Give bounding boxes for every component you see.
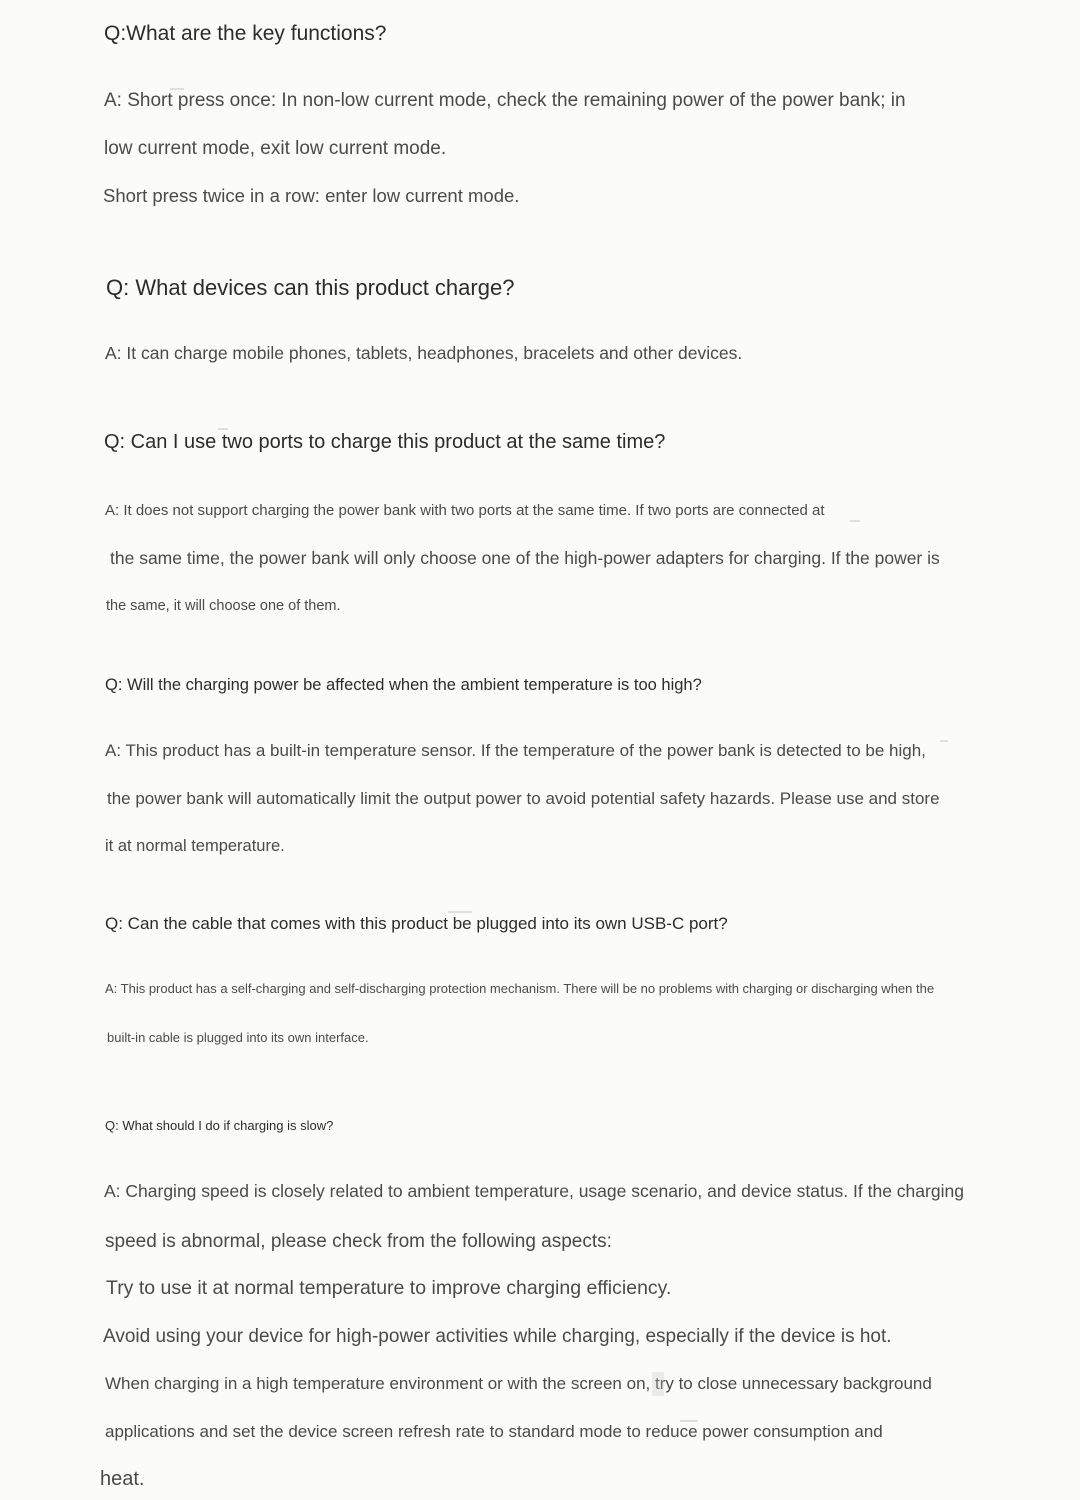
faq-answer-1-line-1: A: Short press once: In non-low current mode, check the remaining power of the power bank; in — [104, 90, 906, 111]
faq-answer-3-line-3: the same, it will choose one of them. — [106, 598, 341, 614]
faq-answer-4-line-1: A: This product has a built-in temperature sensor. If the temperature of the power bank is detected to be high, — [105, 741, 926, 760]
faq-answer-6-line-1: A: Charging speed is closely related to ambient temperature, usage scenario, and device status. If the charging — [104, 1181, 964, 1201]
faq-answer-6-line-4: Avoid using your device for high-power activities while charging, especially if the device is hot. — [103, 1326, 892, 1347]
faq-question-5: Q: Can the cable that comes with this product be plugged into its own USB-C port? — [105, 914, 728, 933]
scan-artifact — [680, 1420, 698, 1422]
scan-artifact — [448, 911, 472, 913]
faq-answer-6-line-5: When charging in a high temperature environment or with the screen on, try to close unnecessary background — [105, 1374, 932, 1393]
faq-question-1: Q:What are the key functions? — [104, 22, 387, 45]
faq-answer-2-line-1: A: It can charge mobile phones, tablets, headphones, bracelets and other devices. — [105, 343, 743, 363]
faq-answer-4-line-2: the power bank will automatically limit the output power to avoid potential safety hazards. Please use and store — [107, 789, 940, 808]
faq-answer-5-line-1: A: This product has a self-charging and self-discharging protection mechanism. There will be no problems with charging or discharging when the — [105, 981, 935, 996]
faq-answer-3-line-2: the same time, the power bank will only choose one of the high-power adapters for charging. If the power is — [110, 548, 940, 568]
faq-answer-6-line-7: heat. — [100, 1468, 145, 1490]
faq-answer-1-line-3: Short press twice in a row: enter low current mode. — [103, 185, 520, 206]
faq-answer-5-line-2: built-in cable is plugged into its own interface. — [107, 1030, 369, 1045]
scan-artifact — [940, 740, 948, 742]
faq-answer-4-line-3: it at normal temperature. — [105, 837, 285, 855]
faq-question-2: Q: What devices can this product charge? — [106, 275, 515, 300]
scan-artifact — [170, 88, 184, 90]
scan-artifact — [652, 1372, 664, 1396]
faq-question-3: Q: Can I use two ports to charge this product at the same time? — [104, 431, 666, 453]
scan-artifact — [218, 428, 228, 430]
faq-answer-3-line-1: A: It does not support charging the power bank with two ports at the same time. If two ports are connected at — [105, 502, 825, 519]
scan-artifact — [850, 520, 860, 522]
faq-answer-6-line-6: applications and set the device screen refresh rate to standard mode to reduce power consumption and — [105, 1422, 883, 1441]
faq-question-6: Q: What should I do if charging is slow? — [105, 1118, 334, 1133]
faq-answer-1-line-2: low current mode, exit low current mode. — [104, 138, 447, 159]
faq-answer-6-line-3: Try to use it at normal temperature to improve charging efficiency. — [106, 1277, 672, 1299]
faq-answer-6-line-2: speed is abnormal, please check from the following aspects: — [105, 1231, 612, 1252]
faq-question-4: Q: Will the charging power be affected when the ambient temperature is too high? — [105, 676, 702, 694]
